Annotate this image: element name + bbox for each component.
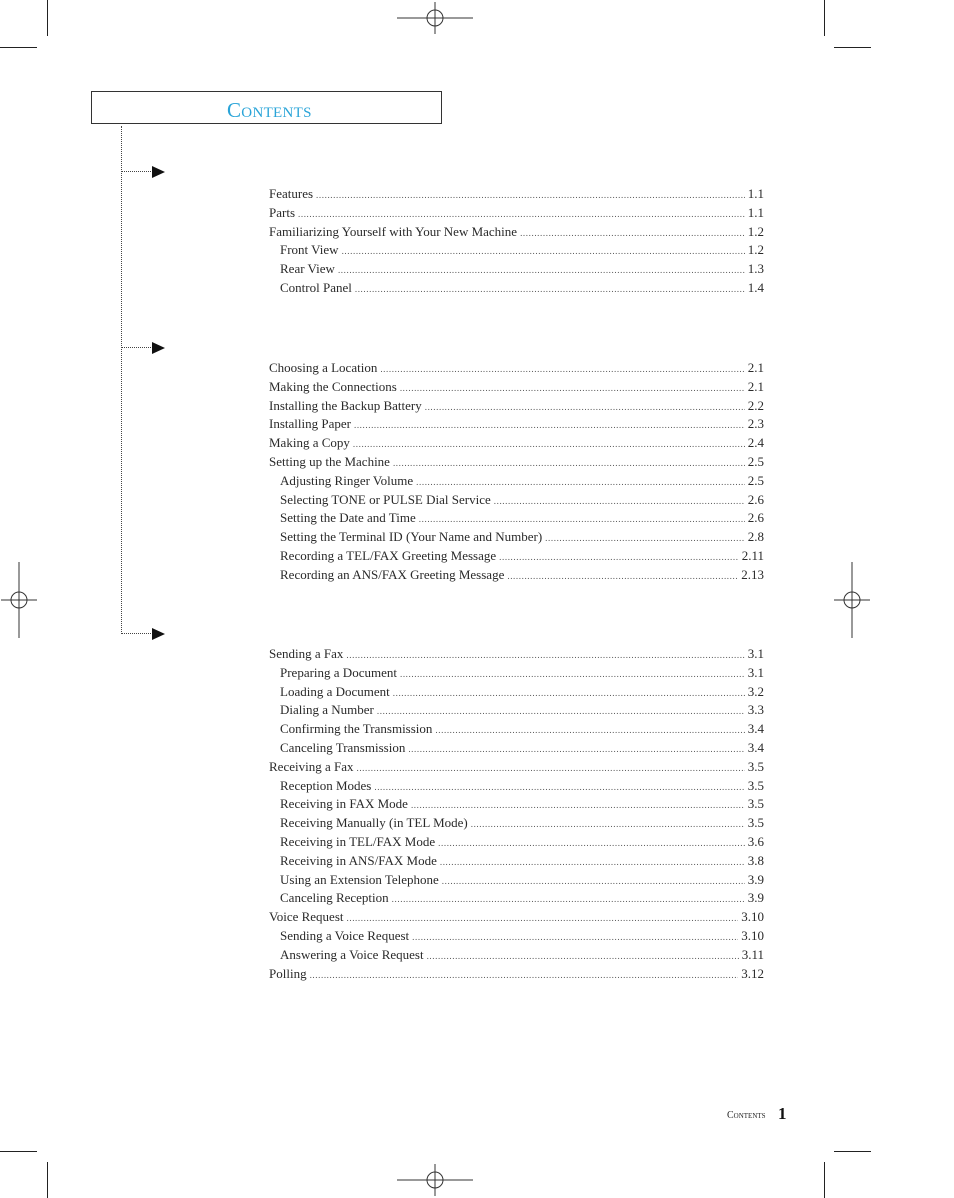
toc-entry-page: 2.8 <box>747 529 764 545</box>
toc-entry-label: Sending a Voice Request <box>280 927 410 943</box>
toc-entry-label: Making the Connections <box>269 378 397 394</box>
dot-leader <box>393 458 745 468</box>
dot-leader <box>377 706 745 716</box>
dot-leader <box>342 246 745 256</box>
crop-mark <box>47 1162 48 1198</box>
toc-entry-page: 2.5 <box>747 453 764 469</box>
toc-entry-label: Confirming the Transmission <box>280 721 433 737</box>
toc-entry[interactable] <box>269 242 764 261</box>
toc-entry[interactable] <box>269 473 764 492</box>
dot-leader <box>412 932 738 942</box>
toc-entry-label: Receiving in ANS/FAX Mode <box>280 852 437 868</box>
toc-entry-label: Answering a Voice Request <box>280 946 424 962</box>
toc-entry-label: Control Panel <box>280 279 352 295</box>
toc-entry-label: Installing the Backup Battery <box>269 397 422 413</box>
registration-mark-icon <box>834 562 870 638</box>
dot-leader <box>435 725 744 735</box>
toc-entry-label: Features <box>269 186 314 201</box>
toc-entry-page: 3.3 <box>747 702 764 718</box>
toc-entry-page: 2.1 <box>747 360 764 375</box>
dot-leader <box>354 420 745 430</box>
crop-mark <box>834 47 871 48</box>
toc-entry[interactable] <box>269 853 764 872</box>
page-title: Contents <box>227 98 312 122</box>
toc-entry-page: 3.1 <box>747 646 764 661</box>
toc-entry-label: Setting up the Machine <box>269 453 390 469</box>
toc-entry-page: 3.10 <box>741 927 764 943</box>
toc-entry-page: 1.1 <box>747 204 764 220</box>
chapter-arrow-icon <box>121 628 169 640</box>
toc-entry[interactable] <box>269 492 764 511</box>
footer-label: Contents <box>727 1110 766 1121</box>
toc-entry-label: Setting the Date and Time <box>280 510 416 526</box>
dot-leader <box>545 533 745 543</box>
chapter-spine <box>121 126 122 634</box>
toc-entry-page: 3.5 <box>747 758 764 774</box>
dot-leader <box>356 763 744 773</box>
toc-entry[interactable] <box>269 205 764 224</box>
toc-entry-page: 3.2 <box>747 683 764 699</box>
toc-entry[interactable] <box>269 778 764 797</box>
toc-entry-label: Polling <box>269 965 307 981</box>
crop-mark <box>824 0 825 36</box>
toc-entry-label: Loading a Document <box>280 683 390 699</box>
dot-leader <box>438 838 745 848</box>
toc-entry-page: 1.1 <box>747 186 764 201</box>
dot-leader <box>427 951 739 961</box>
toc-entry-label: Canceling Reception <box>280 890 389 906</box>
toc-entry-page: 2.3 <box>747 416 764 432</box>
toc-entry[interactable] <box>269 567 764 586</box>
toc-entry-page: 2.4 <box>747 435 764 451</box>
toc-entry-label: Receiving a Fax <box>269 758 354 774</box>
page-number: 1 <box>778 1104 787 1123</box>
toc-entry-page: 3.9 <box>747 871 764 887</box>
dot-leader <box>499 552 739 562</box>
toc-entry-page: 1.3 <box>747 261 764 277</box>
toc-entry[interactable] <box>269 815 764 834</box>
crop-mark <box>0 47 37 48</box>
toc-entry-label: Familiarizing Yourself with Your New Machine <box>269 223 518 239</box>
toc-entry-label: Setting the Terminal ID (Your Name and Number) <box>280 529 543 545</box>
toc-entry[interactable] <box>269 909 764 928</box>
toc-entry[interactable] <box>269 966 764 985</box>
toc-entry-page: 2.1 <box>747 378 764 394</box>
toc-entry[interactable] <box>269 890 764 909</box>
toc-entry[interactable] <box>269 740 764 759</box>
toc-entry-page: 2.11 <box>741 547 764 563</box>
toc-entry[interactable] <box>269 721 764 740</box>
toc-entry-label: Rear View <box>280 261 335 277</box>
toc-entry-label: Canceling Transmission <box>280 739 406 755</box>
toc-entry-page: 2.2 <box>747 397 764 413</box>
toc-entry-label: Making a Copy <box>269 435 350 451</box>
toc-entry-label: Reception Modes <box>280 777 372 793</box>
dot-leader <box>411 800 745 810</box>
toc-entry[interactable] <box>269 702 764 721</box>
crop-mark <box>0 1151 37 1152</box>
toc-entry-page: 3.10 <box>741 909 764 925</box>
dot-leader <box>440 857 745 867</box>
registration-mark-icon <box>1 562 37 638</box>
toc-entry-page: 2.6 <box>747 491 764 507</box>
toc-entry-page: 3.12 <box>741 965 764 981</box>
dot-leader <box>393 688 745 698</box>
toc-section-1 <box>269 186 764 299</box>
crop-mark <box>824 1162 825 1198</box>
toc-entry-page: 3.11 <box>741 946 764 962</box>
dot-leader <box>425 402 745 412</box>
dot-leader <box>507 571 738 581</box>
toc-entry-label: Preparing a Document <box>280 664 397 680</box>
toc-entry[interactable] <box>269 360 764 379</box>
dot-leader <box>416 477 745 487</box>
dot-leader <box>400 669 745 679</box>
toc-entry-label: Recording an ANS/FAX Greeting Message <box>280 566 505 582</box>
dot-leader <box>380 364 744 374</box>
toc-entry-label: Front View <box>280 242 339 258</box>
crop-mark <box>47 0 48 36</box>
toc-entry-label: Adjusting Ringer Volume <box>280 472 414 488</box>
toc-entry[interactable] <box>269 454 764 473</box>
toc-entry[interactable] <box>269 224 764 243</box>
toc-entry[interactable] <box>269 186 764 205</box>
toc-entry[interactable] <box>269 548 764 567</box>
toc-entry-page: 2.13 <box>741 566 764 582</box>
chapter-arrow-icon <box>121 166 169 178</box>
toc-entry[interactable] <box>269 510 764 529</box>
toc-entry[interactable] <box>269 947 764 966</box>
toc-entry-page: 2.6 <box>747 510 764 526</box>
toc-section-3 <box>269 646 764 984</box>
toc-entry-label: Sending a Fax <box>269 646 344 661</box>
toc-entry-label: Receiving in FAX Mode <box>280 796 408 812</box>
dot-leader <box>419 514 745 524</box>
dot-leader <box>316 190 745 200</box>
toc-entry-label: Voice Request <box>269 909 344 925</box>
toc-entry-page: 1.2 <box>747 223 764 239</box>
dot-leader <box>347 913 739 923</box>
dot-leader <box>442 876 745 886</box>
dot-leader <box>494 496 745 506</box>
toc-entry[interactable] <box>269 435 764 454</box>
dot-leader <box>374 782 744 792</box>
toc-entry[interactable] <box>269 398 764 417</box>
toc-entry-label: Using an Extension Telephone <box>280 871 439 887</box>
chapter-arrow-icon <box>121 342 169 354</box>
toc-entry[interactable] <box>269 416 764 435</box>
toc-entry[interactable] <box>269 529 764 548</box>
toc-section-2 <box>269 360 764 586</box>
toc-entry-label: Selecting TONE or PULSE Dial Service <box>280 491 491 507</box>
crop-mark <box>834 1151 871 1152</box>
toc-entry[interactable] <box>269 834 764 853</box>
dot-leader <box>355 284 745 294</box>
toc-entry-label: Receiving Manually (in TEL Mode) <box>280 815 468 831</box>
toc-entry[interactable] <box>269 796 764 815</box>
toc-entry-page: 3.5 <box>747 796 764 812</box>
toc-entry-page: 3.1 <box>747 664 764 680</box>
dot-leader <box>400 383 745 393</box>
toc-entry-label: Installing Paper <box>269 416 351 432</box>
toc-entry-label: Recording a TEL/FAX Greeting Message <box>280 547 497 563</box>
toc-entry[interactable] <box>269 379 764 398</box>
toc-entry[interactable] <box>269 872 764 891</box>
registration-mark-icon <box>397 1164 473 1196</box>
toc-entry[interactable] <box>269 684 764 703</box>
toc-entry-page: 3.6 <box>747 833 764 849</box>
dot-leader <box>520 228 745 238</box>
toc-entry[interactable] <box>269 665 764 684</box>
toc-entry-page: 3.5 <box>747 777 764 793</box>
toc-entry-page: 3.5 <box>747 815 764 831</box>
dot-leader <box>471 819 745 829</box>
toc-entry[interactable] <box>269 646 764 665</box>
dot-leader <box>338 265 745 275</box>
registration-mark-icon <box>397 2 473 34</box>
dot-leader <box>392 894 745 904</box>
dot-leader <box>298 209 745 219</box>
toc-entry-page: 3.4 <box>747 721 764 737</box>
toc-entry-label: Receiving in TEL/FAX Mode <box>280 833 436 849</box>
dot-leader <box>346 650 744 660</box>
dot-leader <box>310 970 739 980</box>
toc-entry-page: 3.8 <box>747 852 764 868</box>
toc-entry-page: 3.9 <box>747 890 764 906</box>
dot-leader <box>408 744 744 754</box>
toc-entry-page: 1.2 <box>747 242 764 258</box>
toc-entry[interactable] <box>269 261 764 280</box>
toc-entry[interactable] <box>269 928 764 947</box>
toc-entry[interactable] <box>269 759 764 778</box>
toc-entry[interactable] <box>269 280 764 299</box>
toc-entry-label: Dialing a Number <box>280 702 374 718</box>
dot-leader <box>353 439 745 449</box>
toc-entry-page: 2.5 <box>747 472 764 488</box>
toc-entry-page: 1.4 <box>747 279 764 295</box>
toc-entry-label: Parts <box>269 204 295 220</box>
toc-entry-page: 3.4 <box>747 739 764 755</box>
toc-entry-label: Choosing a Location <box>269 360 378 375</box>
